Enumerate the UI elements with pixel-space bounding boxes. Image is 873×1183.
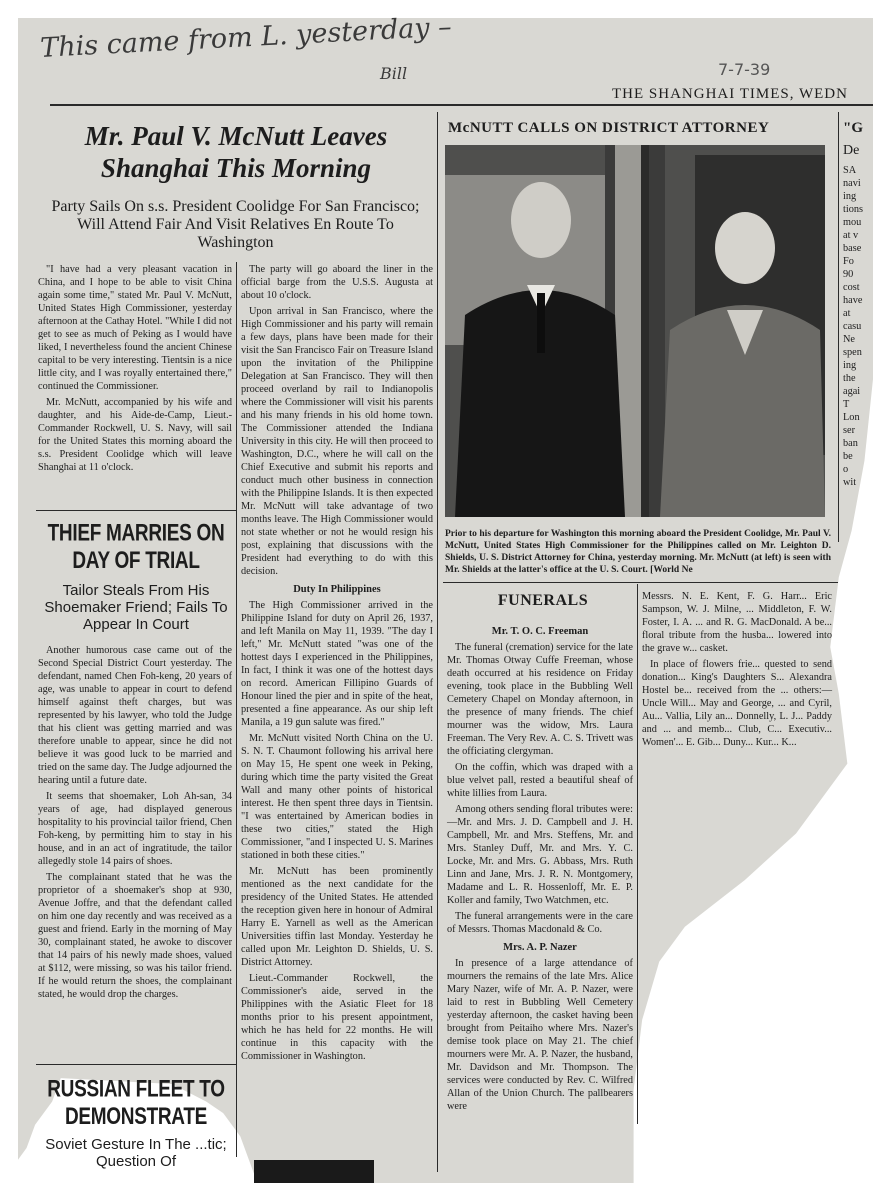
fragment-line: agai	[843, 386, 861, 397]
funerals-col1	[447, 620, 633, 1116]
paragraph: The party will go aboard the liner in the official barge from the U.S.S. Augusta at about 10 o'clock.	[241, 264, 433, 301]
date-stamp: 7-7-39	[718, 60, 771, 79]
photo-header: McNUTT CALLS ON DISTRICT ATTORNEY	[448, 120, 770, 136]
section-rule-russian-top	[36, 1064, 236, 1065]
fragment-line: base	[843, 243, 862, 254]
fragment-line: at	[843, 308, 851, 319]
column-divider-right	[838, 112, 839, 542]
fragment-line: be	[843, 451, 853, 462]
paragraph: Lieut.-Commander Rockwell, the Commissioner's aide, served in the Philippines with the Asiatic Fleet for 18 months prior to his present appointment, which he has held for 22 months. He will continue in this capacity with the Commissioner in Washington.	[241, 973, 433, 1062]
fragment-line: De	[843, 143, 860, 158]
photo-caption: Prior to his departure for Washington this morning aboard the President Coolidge, Mr. Paul V. McNutt, United States High Commissioner for the Philippines called on Mr. Leighton D. Shields, U. S. District Attorney for China, yesterday morning. Mr. McNutt (at left) is seen with Mr. Shields at the latter's office at the U. S. Court. [World Ne	[445, 529, 831, 575]
fragment-line: ing	[843, 191, 857, 202]
fragment-line: 90	[843, 269, 854, 280]
paragraph: Messrs. N. E. Kent, F. G. Harr... Eric Sampson, W. J. Milne, ... Middleton, F. W. Foster, I. A. ... and R. G. MacDonald. A be... floral tribute from the husba... lowered into the grave w... casket.	[642, 591, 832, 654]
column-divider-main	[437, 112, 438, 1172]
main-subhead: Party Sails On s.s. President Coolidge For San Francisco; Will Attend Fair And Visit Relatives En Route To Washington	[51, 198, 420, 251]
paragraph: The funeral (cremation) service for the late Mr. Thomas Otway Cuffe Freeman, whose death occurred at his residence on Friday evening, took place in the Bubbling Well Cemetery Chapel on Monday afternoon, in the presence of many friends. The chief mourner was the widow, Mrs. Laura Freeman. The Very Rev. A. C. S. Trivett was the officiating clergyman.	[447, 642, 633, 757]
next-headline-fragment	[254, 1160, 374, 1183]
fragment-line: cost	[843, 282, 860, 293]
fragment-line: casu	[843, 321, 862, 332]
paragraph: Mr. McNutt has been prominently mentioned as the next candidate for the presidency of the United States. He attended the reception given here in honour of Admiral Harry E. Yarnell as well as the American Universities tiffin last Monday. Yesterday he called upon Mr. Leighton D. Shields, U. S. District Attorney.	[241, 866, 433, 968]
fragment-line: tions	[843, 204, 864, 215]
fragment-line: T	[843, 399, 850, 410]
paragraph: On the coffin, which was draped with a blue velvet pall, rested a beautiful sheaf of white lillies from Laura.	[447, 762, 633, 799]
fragment-line: spen	[843, 347, 862, 358]
paragraph: The complainant stated that he was the proprietor of a shoemaker's shop at 930, Avenue Joffre, and that the defendant called on him one day recently and was received as a guest and friend. Early in the morning of May 30, complainant stated, he awoke to discover that 14 pairs of his newly made shoes, valued at $112, were missing, so was his tailor friend. If he would return the shoes, the complainant stated, he would drop the charges.	[38, 872, 232, 1000]
paragraph: The funeral arrangements were in the care of Messrs. Thomas Macdonald & Co.	[447, 911, 633, 935]
fragment-line: wit	[843, 477, 857, 488]
paragraph: Among others sending floral tributes were:—Mr. and Mrs. J. D. Campbell and J. H. Campbell, Mr. and Mrs. Steffens, Mr. and Mrs. Stanley Duff, Mr. and Mrs. Y. C. Locke, Mr. and Mrs. G. Abbass, Mrs. Ruth Linn and Jane, Mrs. J. R. N. Montgomery, Madame and L. R. Hossenloff, Mr. E. P. Koller and family, Two Watchmen, etc.	[447, 804, 633, 906]
fragment-line: at v	[843, 230, 859, 241]
paragraph: It seems that shoemaker, Loh Ah-san, 34 years of age, had displayed generous hospitality to his provincial tailor friend, Chen Foh-keng, by permitting him to stay in his house, and in an act of ingratitude, the tailor allegedly stole 14 pairs of shoes.	[38, 791, 232, 867]
photo-illustration	[445, 145, 825, 517]
handwritten-note: This came from L. yesterday –	[39, 11, 453, 64]
main-article-col2	[241, 263, 433, 1066]
fragment-line: navi	[843, 178, 861, 189]
paragraph: Mr. McNutt visited North China on the U. S. N. T. Chaumont following his arrival here on May 15, He spent one week in Peking, during which time the party visited the Great Wall and many other points of historical interest. He then spent three days in Tientsin. "I was entertained by American bodies in these two cities," stated the High Commissioner, "and I inspected U. S. Marines stationed in both these cities."	[241, 733, 433, 861]
fragment-line: mou	[843, 217, 862, 228]
fragment-line: Ne	[843, 334, 856, 345]
fragment-line: o	[843, 464, 849, 475]
fragment-line: ban	[843, 438, 858, 449]
fragment-line: Lon	[843, 412, 860, 423]
top-rule	[50, 104, 873, 106]
handwritten-initials: Bill	[380, 64, 408, 83]
funerals-col2	[642, 590, 832, 752]
fragment-header: "G	[843, 120, 863, 136]
paragraph: The High Commissioner arrived in the Philippine Island for duty on April 26, 1937, and left Manila on May 11, 1939. "The day I left," Mr. McNutt stated "was one of the hottest days I experienced in the Philippines, In fact, I think it was one of the hottest days on record. American Fillipino Guards of Honour lined the pier and in spite of the heat, presented a fine appearance. As our ship left Manila, a 19 gun salute was fired."	[241, 600, 433, 728]
main-headline: Mr. Paul V. McNutt Leaves Shanghai This Morning	[84, 121, 388, 183]
masthead: THE SHANGHAI TIMES, WEDN	[612, 86, 848, 102]
paragraph: In place of flowers frie... quested to send donation... King's Daughters S... Alexandra Hostel be... received from the ... others:—Uncle Will... May and George, ... and Cyril, Au... Vallia, Lily an... Donnelly, L. J... Paddy and ... and memb... Club, C... Executiv... Women'... E. Gib... Duny... Kur... K...	[642, 659, 832, 748]
funerals-header: FUNERALS	[497, 592, 589, 609]
section-rule-thief-top	[36, 510, 236, 511]
fragment-line: ser	[843, 425, 856, 436]
paragraph: "I have had a very pleasant vacation in China, and I hope to be able to visit China again some time," stated Mr. Paul V. McNutt, United States High Commissioner, yesterday afternoon at the Cathay Hotel. "While I did not get to see as much of Peking as I would have liked, I nevertheless found the ancient Chinese capital to be very interesting. Tientsin is a nice little city, and I was royally entertained there," continued the Commissioner.	[38, 264, 232, 392]
russian-headline: RUSSIAN FLEET TO DEMONSTRATE	[47, 1076, 225, 1131]
thief-subhead: Tailor Steals From His Shoemaker Friend; Fails To Appear In Court	[44, 582, 228, 633]
fragment-line: ing	[843, 360, 857, 371]
thief-headline: THIEF MARRIES ON DAY OF TRIAL	[47, 520, 225, 575]
funeral-divider	[637, 584, 638, 1124]
russian-subhead: Soviet Gesture In The ...tic; Question Of	[45, 1136, 227, 1170]
fragment-line: Fo	[843, 256, 854, 267]
news-photo	[445, 145, 825, 517]
paragraph: Mr. McNutt, accompanied by his wife and daughter, and his Aide-de-Camp, Lieut.-Commander Rockwell, U. S. Navy, will sail for the United States this morning aboard the s.s. President Coolidge which will leave Shanghai at 11 o'clock.	[38, 397, 232, 473]
section-heading: Duty In Philippines	[293, 584, 381, 595]
funeral-subheading: Mrs. A. P. Nazer	[503, 942, 577, 953]
main-article-col1	[38, 263, 232, 477]
fragment-line: the	[843, 373, 856, 384]
right-fragment	[843, 118, 873, 489]
section-rule-photo-bottom	[443, 582, 838, 583]
fragment-line: have	[843, 295, 863, 306]
paragraph: In presence of a large attendance of mourners the remains of the late Mrs. Alice Mary Nazer, wife of Mr. A. P. Nazer, were laid to rest in Bubbling Well Cemetery yesterday afternoon, the casket having been brought from Peitaiho where Mrs. Nazer's demise took place on May 21. The chief mourners were Mr. A. P. Nazer, the husband, Mr. Davidson and Mr. Thompson. The services were conducted by Rev. C. Wilfred Allan of the Union Church. The pallbearers were	[447, 958, 633, 1112]
paragraph: Upon arrival in San Francisco, where the High Commissioner and his party will remain a few days, plans have been made for their visit the San Francisco Fair on Treasure Island upon the invitation of the Philippine Delegation at San Francisco. They will then proceed overland by rail to Indianopolis where the Commissioner will visit his parents and his many friends in his old home town. The Commissioner attended the Indiana University in this city. He will then proceed to Washington, D.C., where he will call on the Chief Executive and submit his reports and conduct much other business in connection with the Philippine Islands. It is then expected Mr. McNutt will take advantage of two months leave. The High Commissioner would not state whether or not he would resign his post, explaining that discussions with the President had everything to do with this decision.	[241, 306, 433, 577]
funeral-subheading: Mr. T. O. C. Freeman	[491, 626, 589, 637]
column-divider-left	[236, 262, 237, 1157]
paragraph: Another humorous case came out of the Second Special District Court yesterday. The defendant, named Chen Foh-keng, 20 years of age, was unable to appear in court to defend himself against theft charges, but was represented by his lawyer, who told the Judge that his client was getting married and was therefore unable to appear, since he did not believe it was good luck to be married and tried on the same day. The Judge adjourned the hearing until a future date.	[38, 645, 232, 786]
thief-article-body	[38, 644, 232, 1004]
fragment-line: SA	[843, 165, 857, 176]
